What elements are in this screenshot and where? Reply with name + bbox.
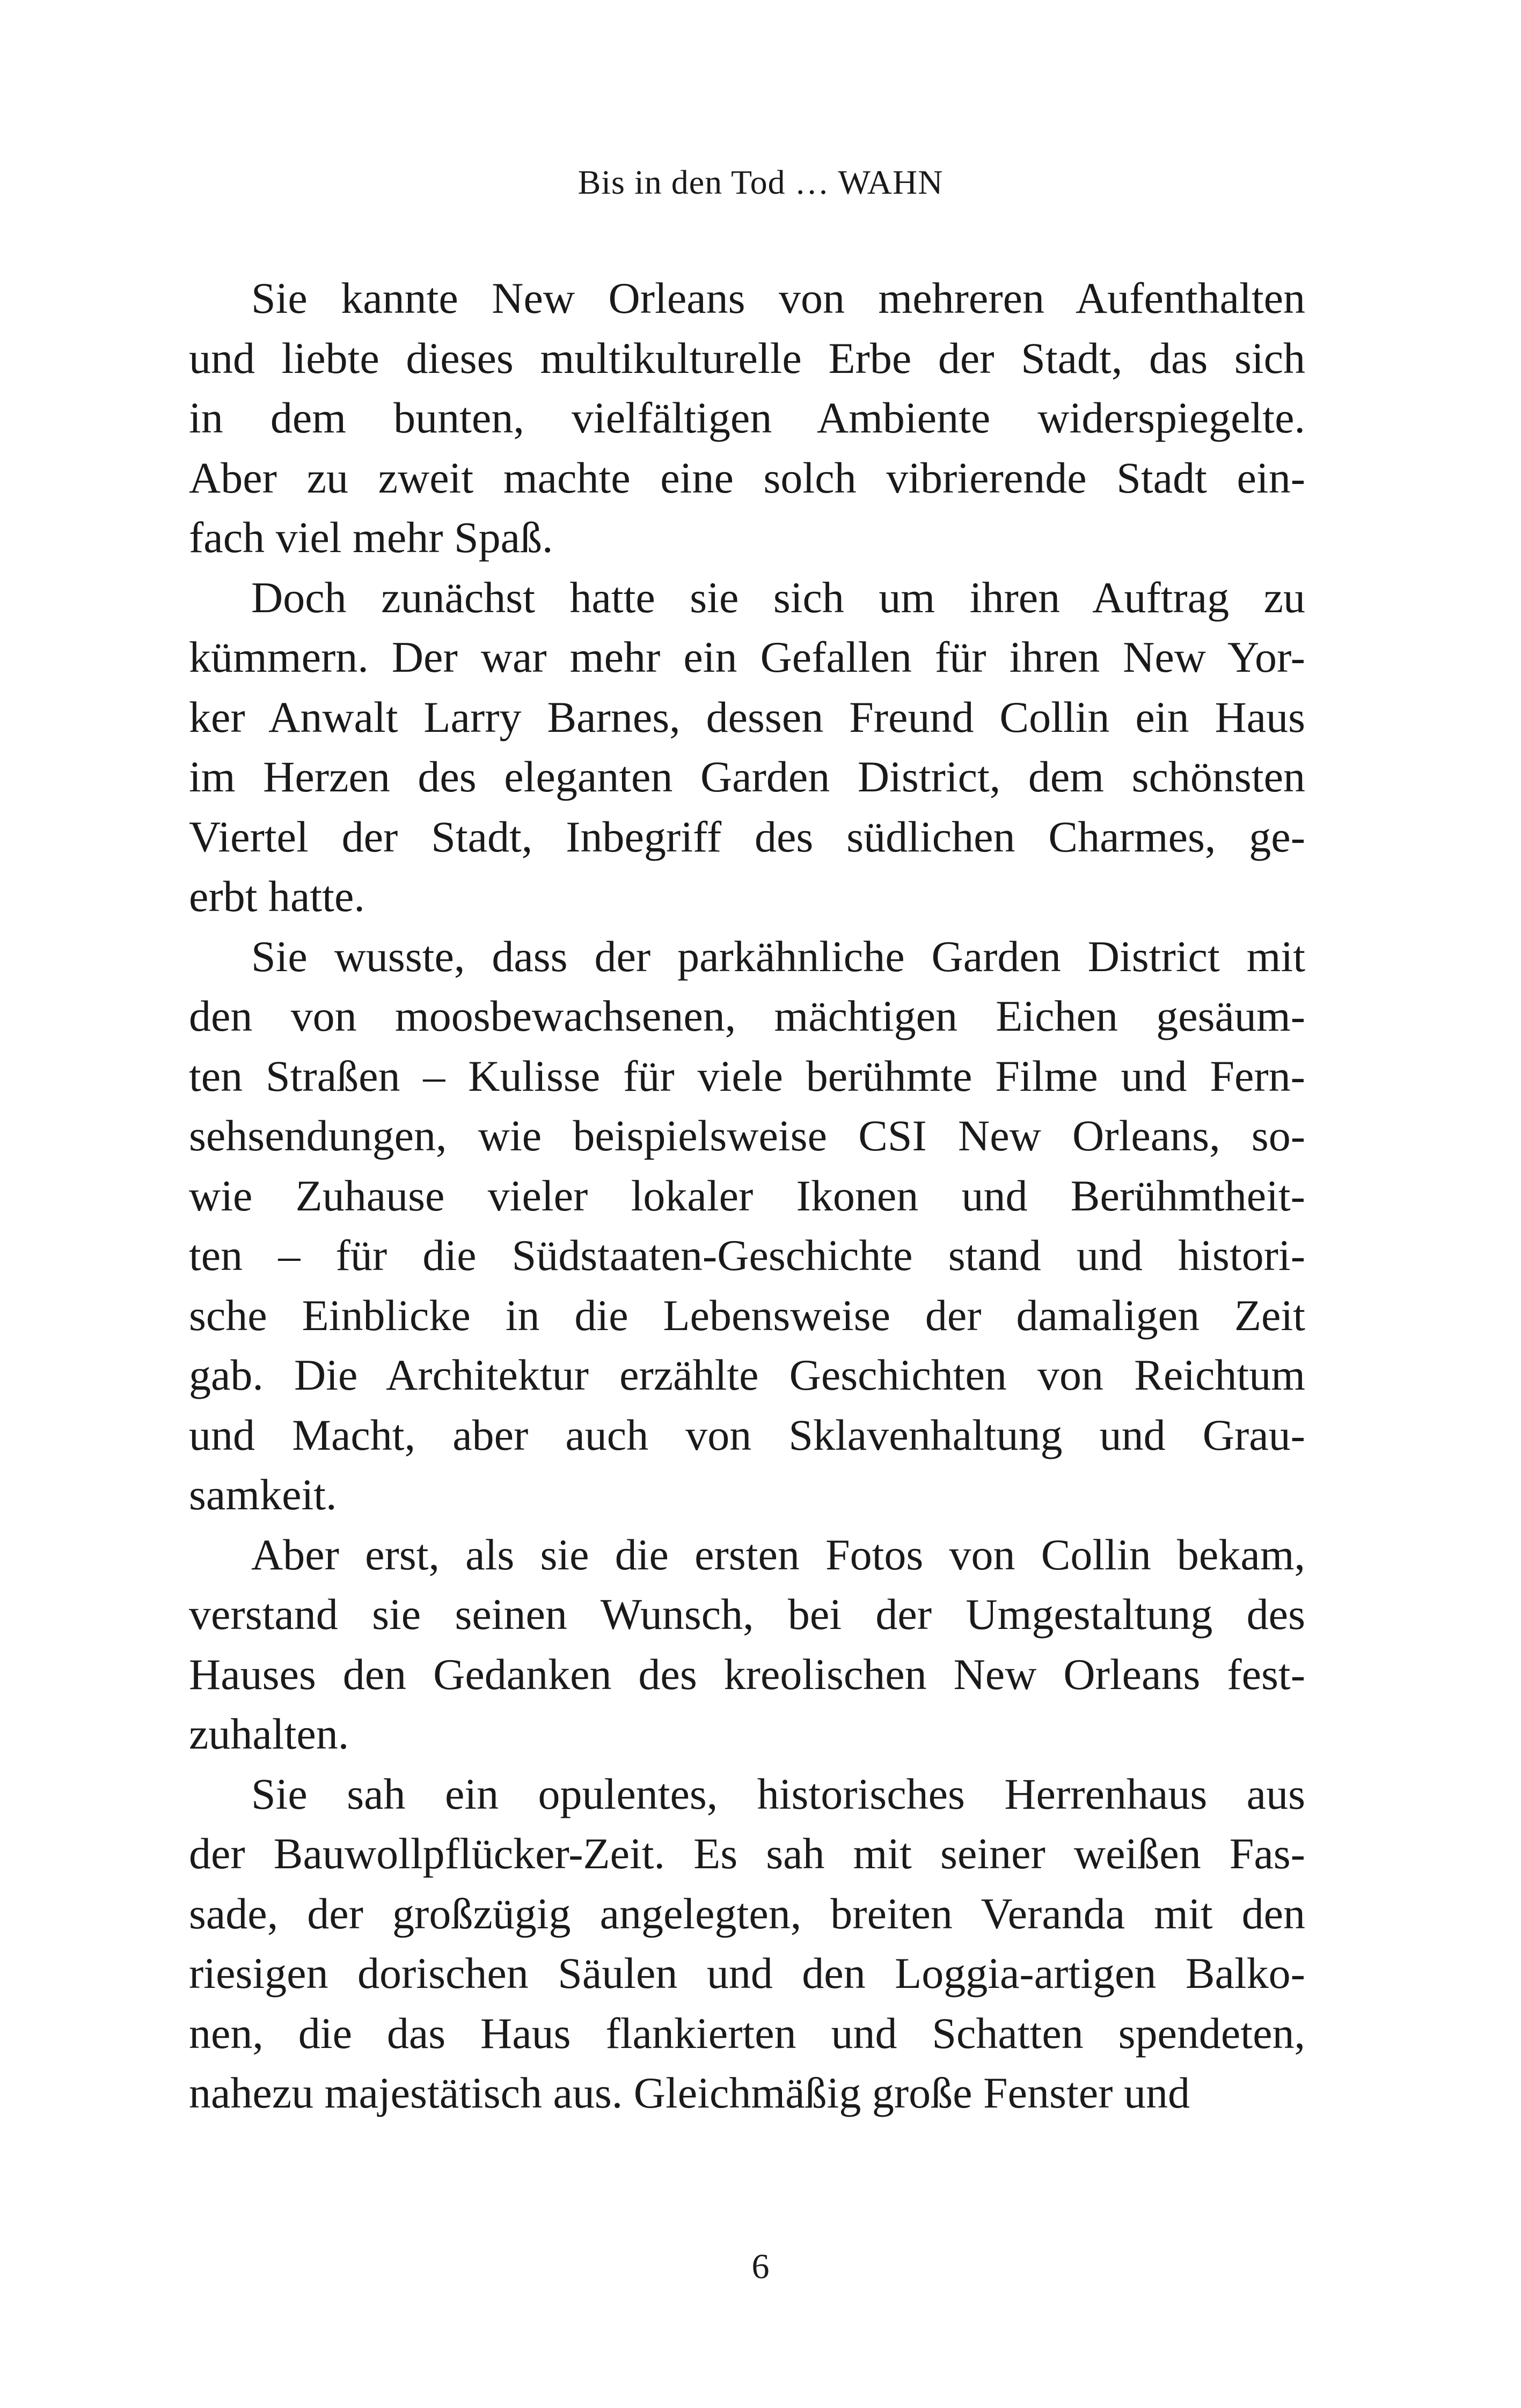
text-line: samkeit.	[189, 1470, 337, 1519]
text-line: Sie kannte New Orleans von mehreren Aufenthalten	[251, 274, 1305, 322]
text-line: im Herzen des eleganten Garden District, dem schönsten	[189, 752, 1305, 801]
text-line: sche Einblicke in die Lebensweise der damaligen Zeit	[189, 1290, 1305, 1340]
text-line: Doch zunächst hatte sie sich um ihren Auftrag zu	[251, 572, 1305, 622]
text-line: der Bauwollpflücker-Zeit. Es sah mit seiner weißen Fas-	[189, 1829, 1305, 1878]
text-line: sade, der großzügig angelegten, breiten Veranda mit den	[189, 1889, 1305, 1938]
paragraph	[189, 568, 1305, 927]
running-title: Bis in den Tod … WAHN	[577, 163, 944, 201]
text-line: zuhalten.	[189, 1709, 349, 1758]
text-line: Aber erst, als sie die ersten Fotos von Collin bekam,	[251, 1530, 1305, 1579]
paragraph	[189, 1764, 1305, 2123]
text-line: wie Zuhause vieler lokaler Ikonen und Berühmtheit-	[189, 1171, 1305, 1220]
text-line: Viertel der Stadt, Inbegriff des südlichen Charmes, ge-	[189, 812, 1305, 861]
text-line: erbt hatte.	[189, 872, 365, 921]
text-line: und liebte dieses multikulturelle Erbe der Stadt, das sich	[189, 333, 1305, 383]
text-line: ten Straßen – Kulisse für viele berühmte Filme und Fern-	[189, 1051, 1305, 1100]
text-line: Hauses den Gedanken des kreolischen New Orleans fest-	[189, 1649, 1305, 1699]
text-line: gab. Die Architektur erzählte Geschichten von Reichtum	[189, 1350, 1305, 1399]
text-line: kümmern. Der war mehr ein Gefallen für ihren New Yor-	[189, 633, 1305, 681]
text-line: riesigen dorischen Säulen und den Loggia-artigen Balko-	[189, 1949, 1305, 1998]
text-line: fach viel mehr Spaß.	[189, 513, 553, 562]
text-line: ker Anwalt Larry Barnes, dessen Freund Collin ein Haus	[189, 692, 1305, 742]
text-line: in dem bunten, vielfältigen Ambiente widerspiegelte.	[189, 393, 1305, 442]
text-line: Sie wusste, dass der parkähnliche Garden District mit	[251, 931, 1305, 981]
text-line: ten – für die Südstaaten-Geschichte stand und histori-	[189, 1231, 1305, 1280]
text-line: nen, die das Haus flankierten und Schatten spendeten,	[189, 2008, 1305, 2058]
paragraph	[189, 927, 1305, 1525]
text-line: nahezu majestätisch aus. Gleichmäßig große Fenster und	[189, 2068, 1190, 2117]
body-text	[189, 268, 1305, 2123]
page-number: 6	[751, 2247, 770, 2286]
text-line: sehsendungen, wie beispielsweise CSI New Orleans, so-	[189, 1111, 1305, 1160]
text-line: Sie sah ein opulentes, historisches Herrenhaus aus	[251, 1769, 1305, 1818]
text-line: verstand sie seinen Wunsch, bei der Umgestaltung des	[189, 1590, 1305, 1639]
text-line: und Macht, aber auch von Sklavenhaltung und Grau-	[189, 1410, 1305, 1459]
paragraph	[189, 1525, 1305, 1764]
text-line: den von moosbewachsenen, mächtigen Eichen gesäum-	[189, 992, 1305, 1040]
paragraph	[189, 268, 1305, 568]
text-line: Aber zu zweit machte eine solch vibrierende Stadt ein-	[189, 453, 1305, 502]
